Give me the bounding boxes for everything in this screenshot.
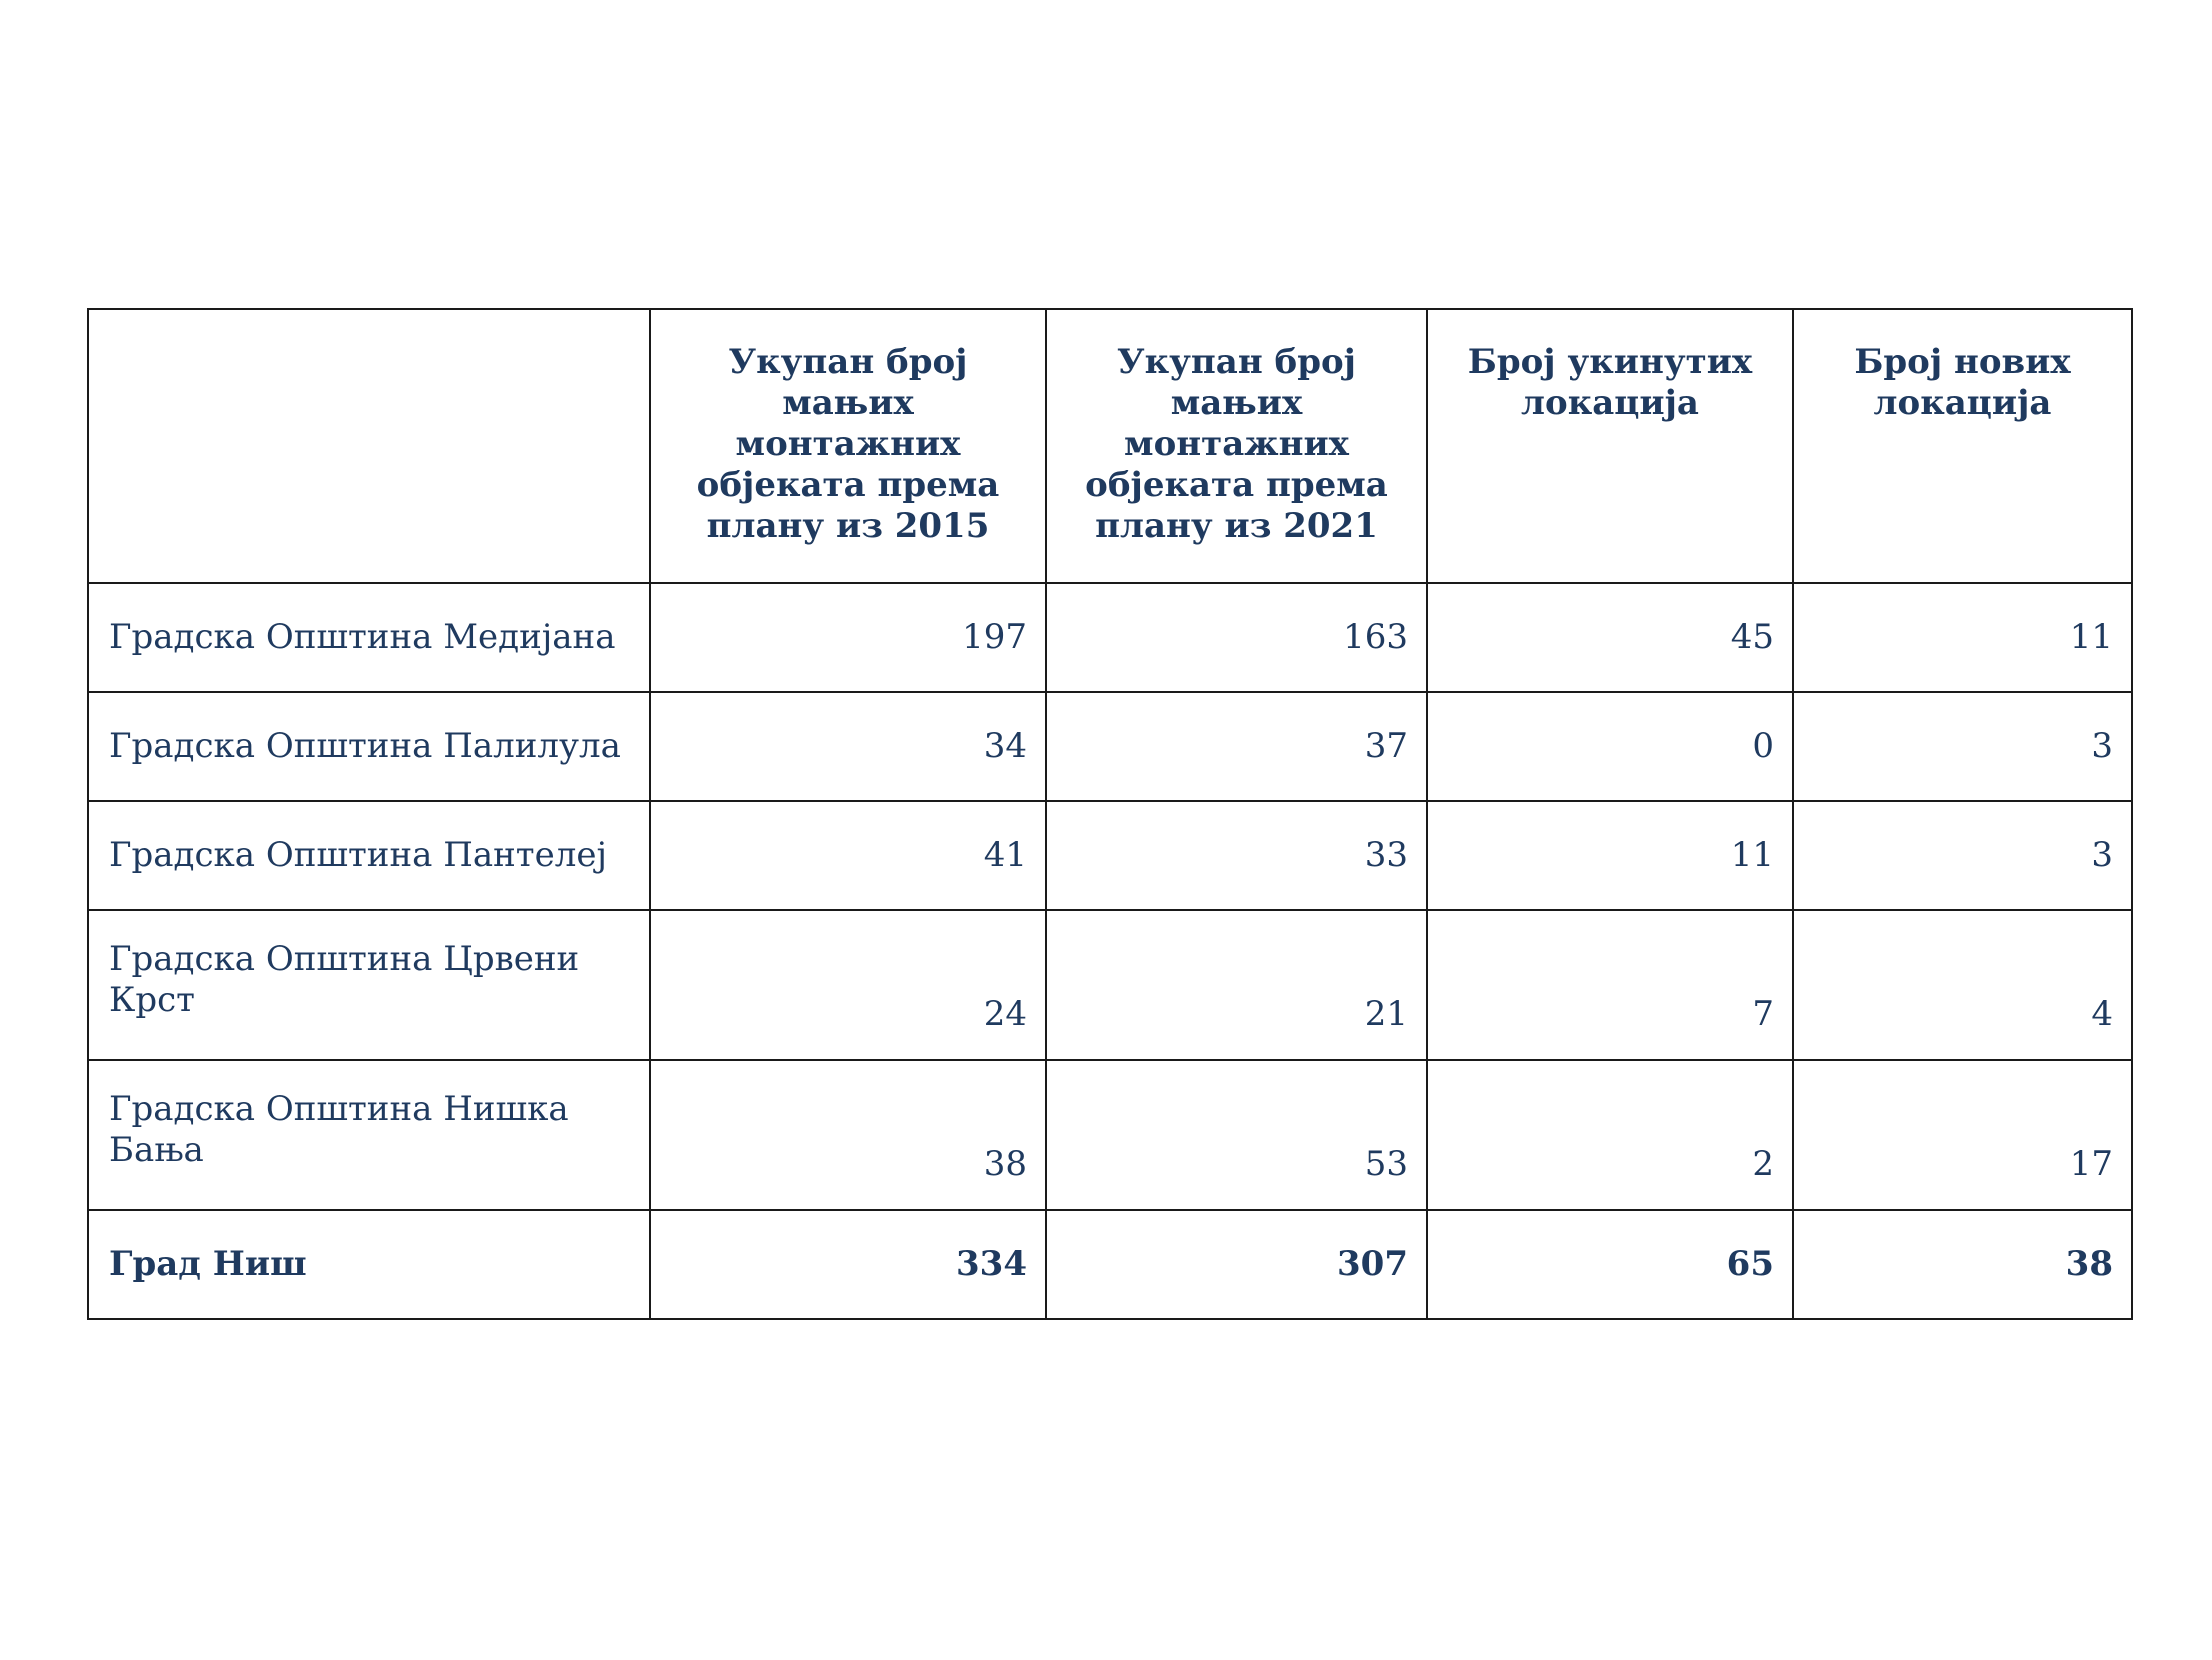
data-table-container (87, 308, 2131, 1320)
removed-value: 0 (1427, 692, 1793, 801)
new-value: 3 (1793, 692, 2132, 801)
new-value: 4 (1793, 910, 2132, 1060)
new-value: 17 (1793, 1060, 2132, 1210)
table-row (88, 801, 2132, 910)
plan-2021-value: 163 (1046, 583, 1427, 692)
plan-2015-value: 24 (650, 910, 1046, 1060)
header-empty (88, 309, 650, 583)
plan-2015-value: 34 (650, 692, 1046, 801)
new-value: 3 (1793, 801, 2132, 910)
header-plan-2015: Укупан број мањих монтажних објеката према плану из 2015 (650, 309, 1046, 583)
municipality-name: Градска Општина Црвени Крст (88, 910, 650, 1060)
removed-value: 45 (1427, 583, 1793, 692)
plan-2015-value: 41 (650, 801, 1046, 910)
locations-table (87, 308, 2133, 1320)
header-removed-locations: Број укинутих локација (1427, 309, 1793, 583)
plan-2015-value: 197 (650, 583, 1046, 692)
plan-2021-value: 53 (1046, 1060, 1427, 1210)
new-value: 11 (1793, 583, 2132, 692)
municipality-name: Градска Општина Пантелеј (88, 801, 650, 910)
removed-value: 11 (1427, 801, 1793, 910)
municipality-name: Градска Општина Палилула (88, 692, 650, 801)
municipality-name: Градска Општина Нишка Бања (88, 1060, 650, 1210)
municipality-name: Градска Општина Медијана (88, 583, 650, 692)
table-header-row (88, 309, 2132, 583)
removed-value: 2 (1427, 1060, 1793, 1210)
total-plan-2021: 307 (1046, 1210, 1427, 1319)
total-row (88, 1210, 2132, 1319)
total-removed: 65 (1427, 1210, 1793, 1319)
total-new: 38 (1793, 1210, 2132, 1319)
plan-2015-value: 38 (650, 1060, 1046, 1210)
table-row (88, 692, 2132, 801)
header-new-locations: Број нових локација (1793, 309, 2132, 583)
plan-2021-value: 33 (1046, 801, 1427, 910)
removed-value: 7 (1427, 910, 1793, 1060)
header-plan-2021: Укупан број мањих монтажних објеката према плану из 2021 (1046, 309, 1427, 583)
total-plan-2015: 334 (650, 1210, 1046, 1319)
table-row (88, 583, 2132, 692)
plan-2021-value: 37 (1046, 692, 1427, 801)
total-label: Град Ниш (88, 1210, 650, 1319)
table-row (88, 1060, 2132, 1210)
table-row (88, 910, 2132, 1060)
plan-2021-value: 21 (1046, 910, 1427, 1060)
